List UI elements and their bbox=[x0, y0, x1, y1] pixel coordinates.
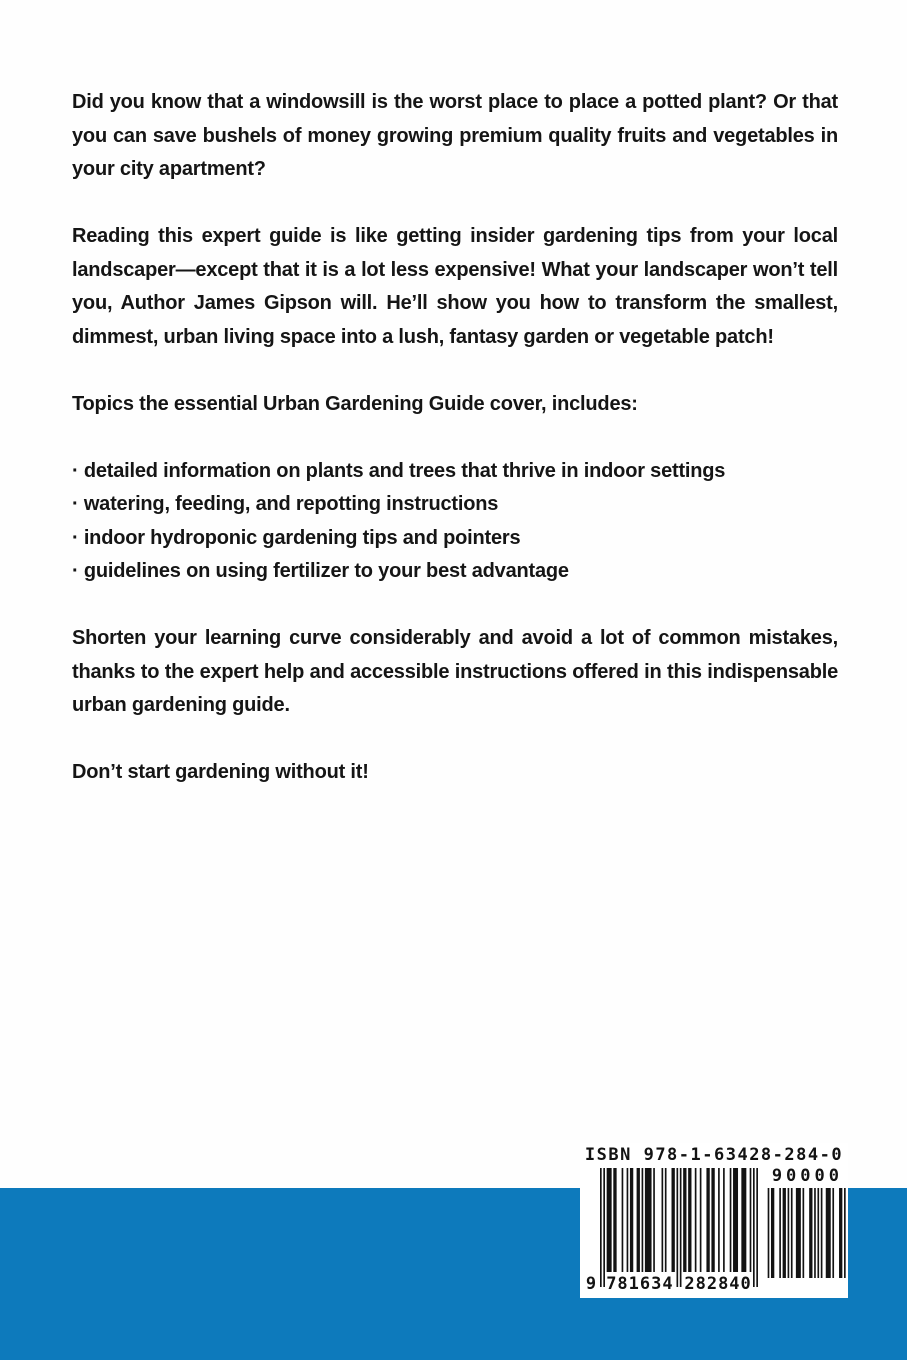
tagline: Don’t start gardening without it! bbox=[72, 761, 369, 783]
topic-bullet: · watering, feeding, and repotting instructions bbox=[72, 493, 499, 515]
topics-list bbox=[72, 455, 838, 589]
topic-bullet: · detailed information on plants and trees that thrive in indoor settings bbox=[72, 459, 726, 482]
barcode-digits: 781634 bbox=[606, 1274, 674, 1294]
isbn-label: ISBN 978-1-63428-284-0 bbox=[584, 1145, 844, 1165]
intro-paragraph: Did you know that a windowsill is the worst place to place a potted plant? Or that you can save bushels of money growing premium quality fruits and vegetables in your city apartment? bbox=[72, 91, 838, 180]
topic-bullet: · guidelines on using fertilizer to your best advantage bbox=[72, 560, 569, 582]
ean13-barcode bbox=[580, 1168, 848, 1298]
closing-paragraph: Shorten your learning curve considerably and avoid a lot of common mistakes, thanks to the expert help and accessible instructions offered in this indispensable urban gardening guide. bbox=[72, 627, 838, 716]
topics-heading: Topics the essential Urban Gardening Guide cover, includes: bbox=[72, 392, 638, 415]
barcode-digits: 282840 bbox=[684, 1274, 752, 1294]
price-code: 90000 bbox=[771, 1166, 843, 1186]
barcode-panel bbox=[580, 1143, 848, 1298]
topic-bullet: · indoor hydroponic gardening tips and pointers bbox=[72, 526, 521, 549]
pitch-paragraph: Reading this expert guide is like getting insider gardening tips from your local landscaper—except that it is a lot less expensive! What your landscaper won’t tell you, Author James Gipson will. He’ll show you how to transform the smallest, dimmest, urban living space into a lush, fantasy garden or vegetable patch! bbox=[72, 225, 838, 348]
barcode-digits: 9 bbox=[585, 1274, 597, 1294]
back-cover-copy bbox=[72, 86, 838, 823]
